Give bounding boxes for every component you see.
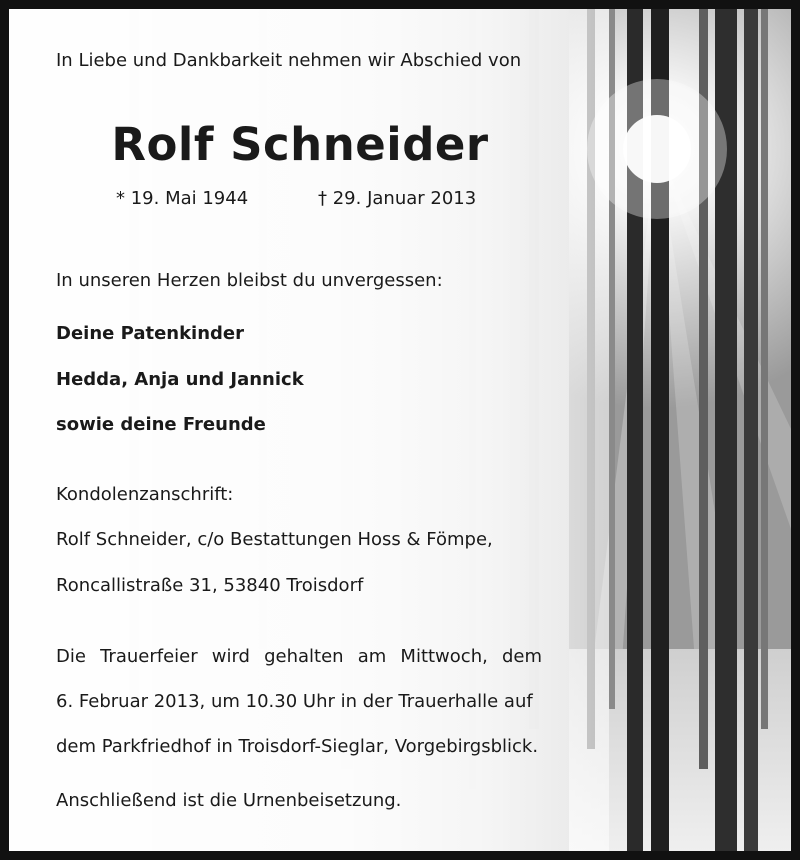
ceremony-line: dem Parkfriedhof in Troisdorf-Sieglar, Vorgebirgsblick.	[56, 736, 539, 757]
death-date: † 29. Januar 2013	[318, 188, 477, 209]
condolence-address-line: Roncallistraße 31, 53840 Troisdorf	[56, 575, 364, 596]
mourner-line: Hedda, Anja und Jannick	[56, 369, 304, 390]
mourner-line: sowie deine Freunde	[56, 414, 266, 435]
condolence-address-line: Rolf Schneider, c/o Bestattungen Hoss & Fömpe,	[56, 529, 493, 550]
ceremony-line: 6. Februar 2013, um 10.30 Uhr in der Trauerhalle auf	[56, 691, 533, 712]
birth-date: * 19. Mai 1944	[116, 188, 249, 209]
closing-text: Anschließend ist die Urnenbeisetzung.	[56, 790, 402, 811]
condolence-label: Kondolenzanschrift:	[56, 484, 234, 505]
mourner-line: Deine Patenkinder	[56, 323, 245, 344]
memory-line: In unseren Herzen bleibst du unvergessen:	[56, 270, 443, 291]
intro-text: In Liebe und Dankbarkeit nehmen wir Abschied von	[56, 50, 522, 71]
ceremony-line: Die Trauerfeier wird gehalten am Mittwoch, dem	[56, 646, 542, 667]
deceased-name: Rolf Schneider	[111, 118, 489, 171]
